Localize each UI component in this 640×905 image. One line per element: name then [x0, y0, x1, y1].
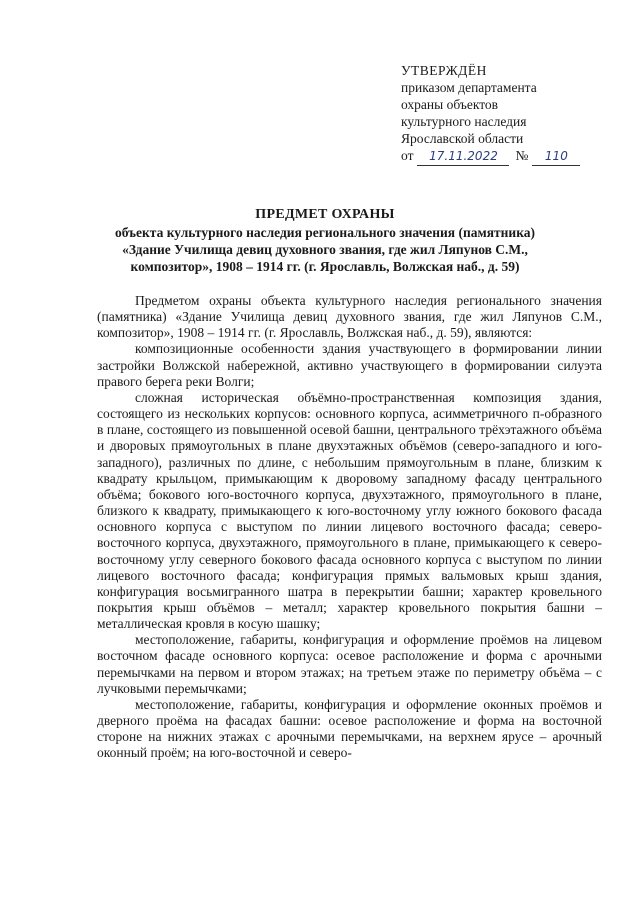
number-prefix: № [515, 148, 529, 163]
title-line: объекта культурного наследия регионального значения (памятника) [114, 225, 536, 240]
approval-line: культурного наследия [401, 114, 527, 129]
approval-heading: УТВЕРЖДЁН [401, 63, 487, 78]
page-title: ПРЕДМЕТ ОХРАНЫ [255, 207, 395, 222]
title-line: «Здание Училища девиц духовного звания, где жил Ляпунов С.М., [122, 242, 528, 257]
title-line: композитор», 1908 – 1914 гг. (г. Ярославль, Волжская наб., д. 59) [130, 259, 520, 274]
paragraph: местоположение, габариты, конфигурация и оформление оконных проёмов и дверного проёма на фасадах башни: осевое расположение и форма на восточной стороне на нижних этажах с арочными перемычками, на верхнем ярусе – арочный оконный проём; на юго-восточной и северо- [97, 696, 602, 761]
approval-date-row [401, 147, 601, 166]
handwritten-number: 110 [532, 148, 580, 166]
document-body [97, 293, 602, 762]
approval-line: охраны объектов [401, 97, 499, 112]
date-prefix: от [401, 148, 414, 163]
approval-line: приказом департамента [401, 80, 537, 95]
approval-line: Ярославской области [401, 131, 524, 146]
paragraph: композиционные особенности здания участвующего в формировании линии застройки Волжской набережной, активно участвующего в формировании силуэта правого берега реки Волги; [97, 341, 602, 389]
approval-block [401, 62, 601, 166]
handwritten-date: 17.11.2022 [417, 148, 509, 166]
paragraph: Предметом охраны объекта культурного наследия регионального значения (памятника) «Здание Училища девиц духовного звания, где жил Ляпунов С.М., композитор», 1908 – 1914 гг. (г. Ярославль, Волжская наб., д. 59), являются: [97, 293, 602, 341]
paragraph: сложная историческая объёмно-пространственная композиция здания, состоящего из нескольких корпусов: основного корпуса, асимметричного п-образного в плане, состоящего из повышенной осевой башни, центрального трёхэтажного объёма и дворовых прямоугольных в плане двухэтажных объёмов (северо-западного и юго-западного), различных по длине, с небольшим прямоугольным в плане, близким к квадрату крыльцом, примыкающим к дворовому западному фасаду центрального объёма; бокового юго-восточного корпуса, двухэтажного, прямоугольного в плане, близкого к квадрату, примыкающего к юго-восточному углу южного бокового фасада основного корпуса с выступом по линии лицевого восточного фасада; северо-восточного корпуса, двухэтажного, прямоугольного в плане, примыкающего к северо-восточному углу северного бокового фасада основного корпуса с выступом по линии лицевого восточного фасада; конфигурация прямых вальмовых крыш здания, конфигурация восьмигранного шатра в перекрытии башни; характер кровельного покрытия крыш объёмов – металл; характер кровельного покрытия башни – металлическая кровля в косую шашку; [97, 389, 602, 632]
paragraph: местоположение, габариты, конфигурация и оформление проёмов на лицевом восточном фасаде основного корпуса: осевое расположение и форма с арочными перемычками на первом и втором этажах; на третьем этаже по периметру объёма – с лучковыми перемычками; [97, 632, 602, 696]
document-title [95, 206, 555, 275]
